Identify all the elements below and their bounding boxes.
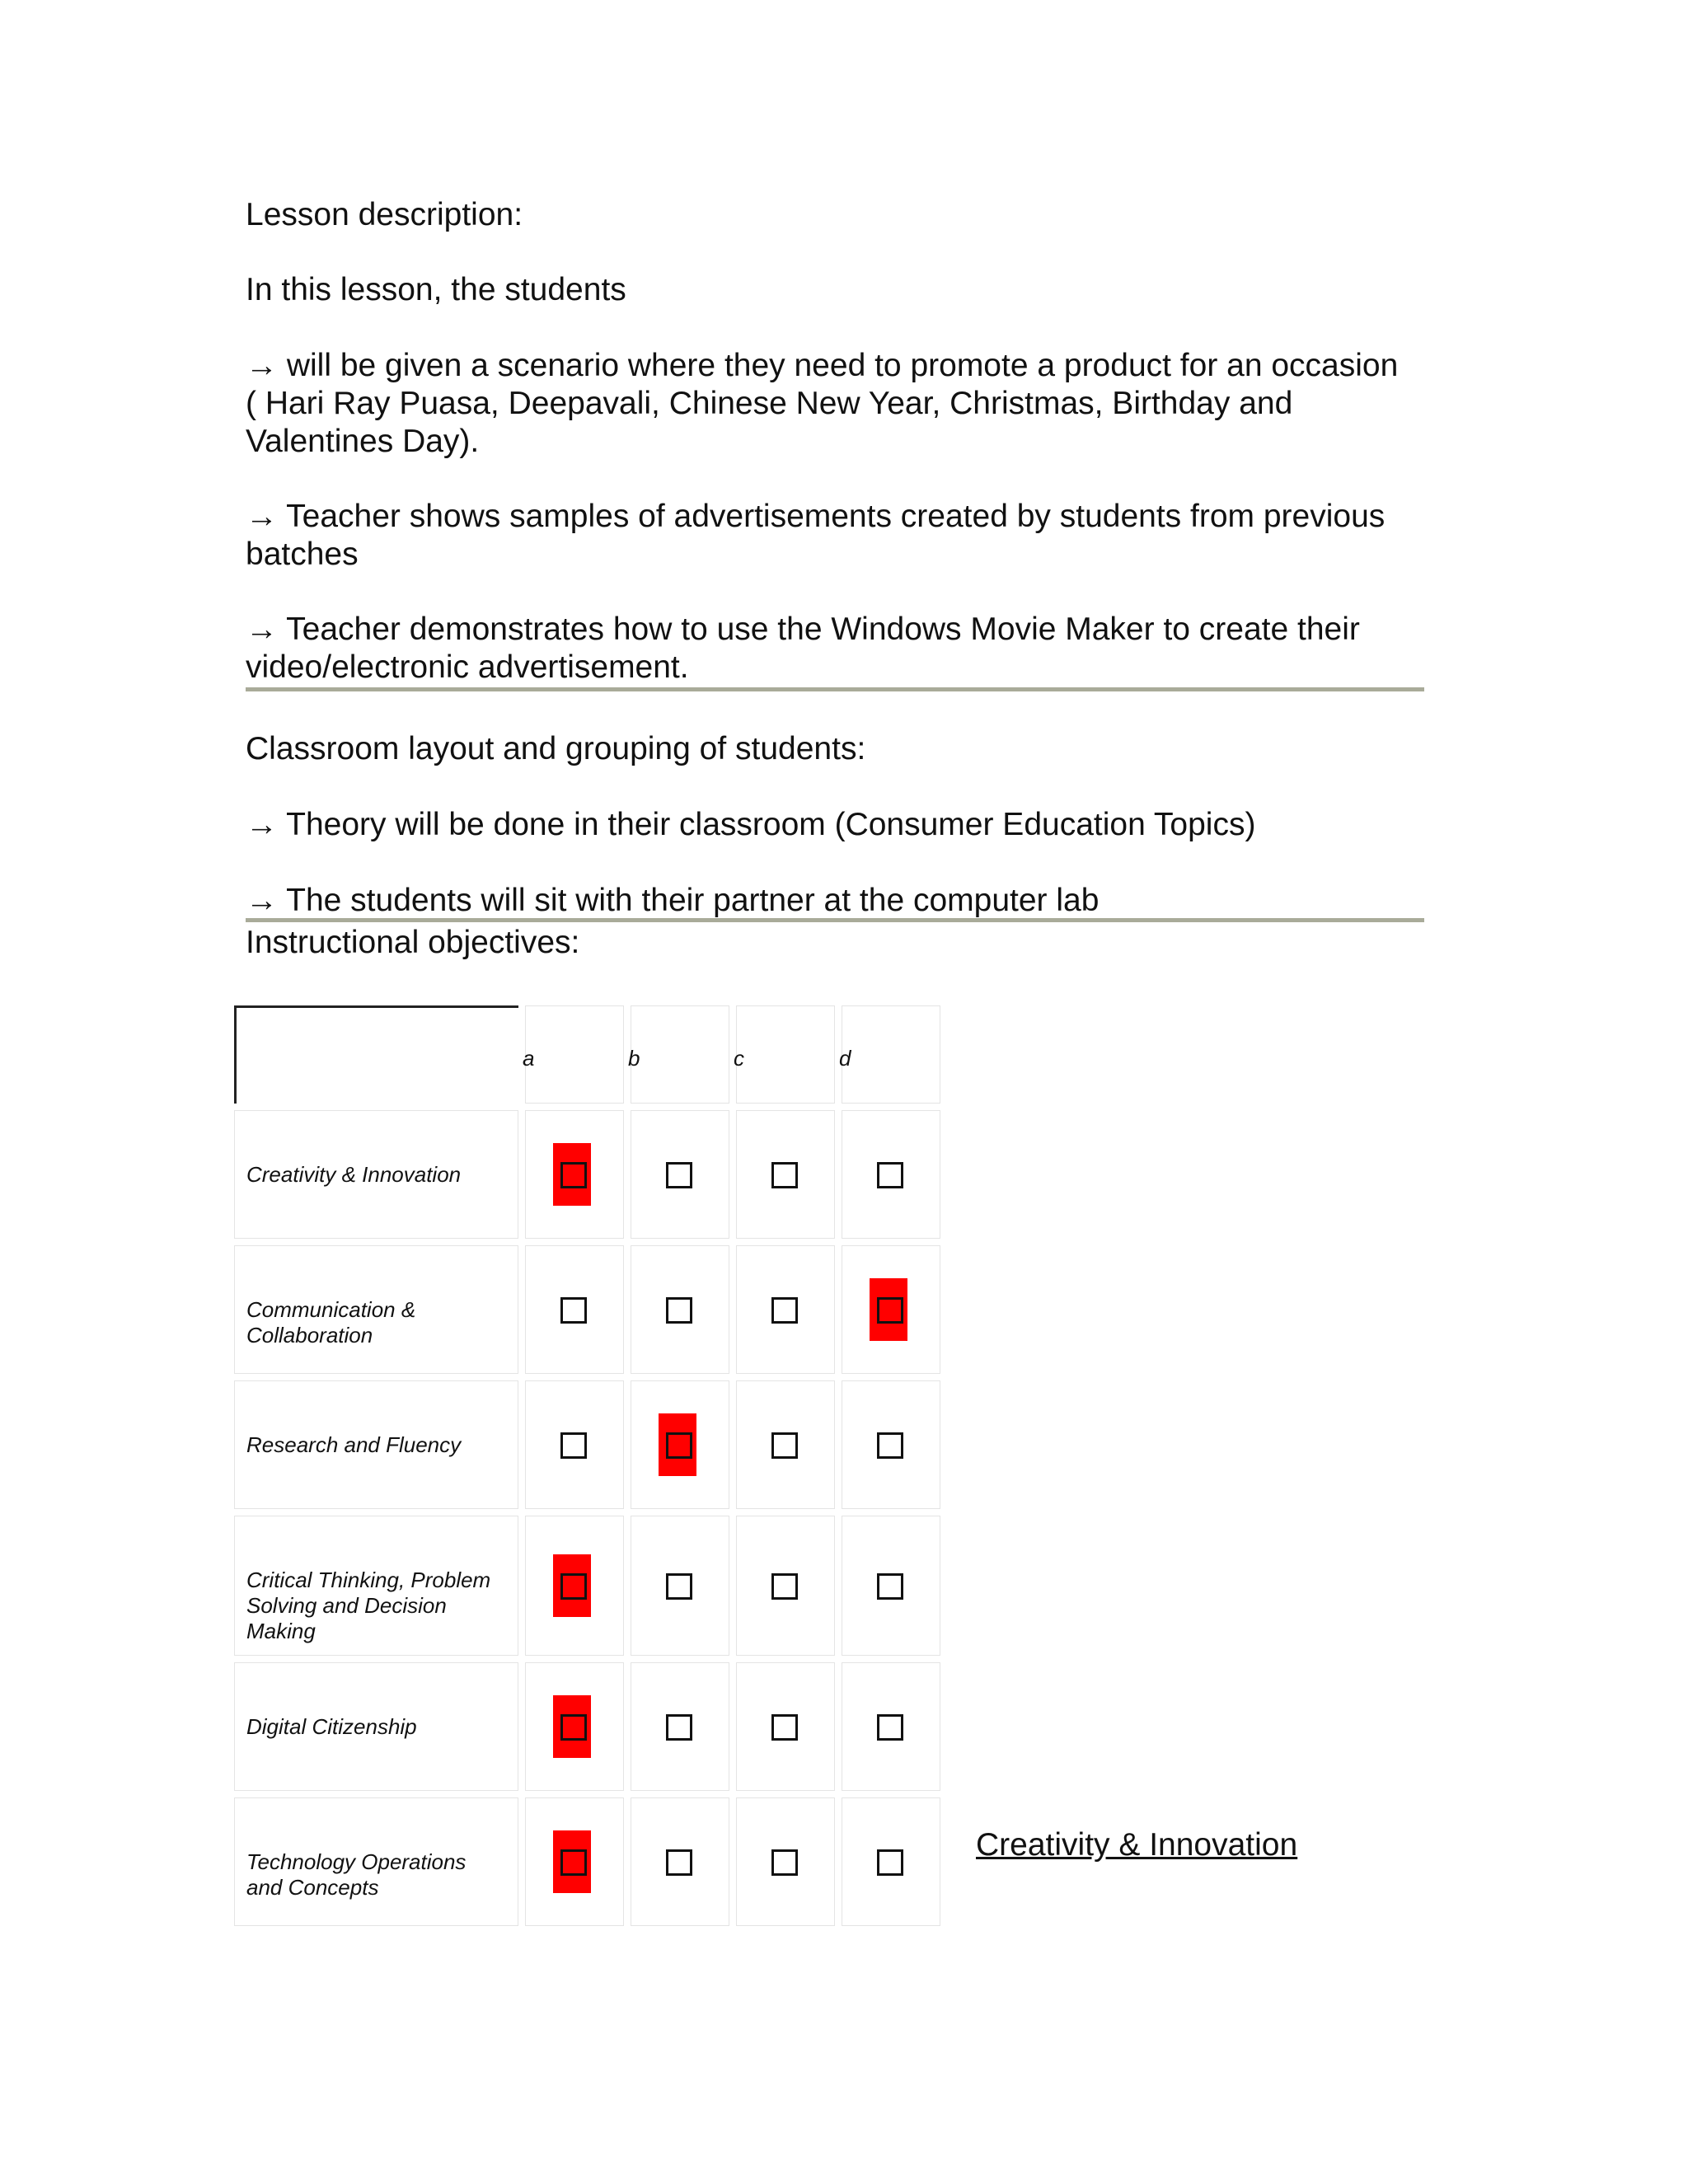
checkbox-cell-d (842, 1380, 940, 1509)
checkbox[interactable] (860, 1413, 922, 1476)
checkbox-cell-d (842, 1245, 940, 1374)
table-row (234, 1245, 940, 1374)
checkbox-cell-b (631, 1797, 729, 1926)
column-header-label: b (628, 1046, 640, 1071)
row-label: Technology Operations and Concepts (234, 1797, 518, 1926)
checkbox[interactable] (543, 1413, 606, 1476)
checkbox-square-icon (666, 1849, 692, 1876)
row-label: Digital Citizenship (234, 1662, 518, 1791)
checkbox-cell-b (631, 1245, 729, 1374)
checkbox-square-icon (771, 1297, 798, 1324)
checkbox[interactable] (860, 1695, 922, 1758)
checkbox-cell-b (631, 1662, 729, 1791)
checkbox-square-icon (771, 1573, 798, 1600)
checkbox-square-icon (877, 1573, 903, 1600)
column-header-label: d (839, 1046, 851, 1071)
column-header-c (736, 1005, 835, 1104)
checkbox[interactable] (754, 1278, 817, 1341)
checkbox-cell-c (736, 1380, 835, 1509)
checkbox[interactable] (754, 1554, 817, 1617)
checkbox-checked[interactable] (543, 1695, 606, 1758)
lesson-bullet-3-line-2: video/electronic advertisement. (246, 649, 689, 685)
checkbox-cell-c (736, 1516, 835, 1656)
checkbox-cell-d (842, 1797, 940, 1926)
column-header-label: a (523, 1046, 535, 1071)
checkbox[interactable] (754, 1143, 817, 1206)
table-row (234, 1516, 940, 1656)
checkbox-checked[interactable] (543, 1830, 606, 1893)
checkbox-cell-c (736, 1110, 835, 1239)
creativity-innovation-link[interactable]: Creativity & Innovation (976, 1827, 1298, 1863)
checkbox-cell-c (736, 1245, 835, 1374)
checkbox-cell-b (631, 1516, 729, 1656)
checkbox-square-icon (560, 1297, 587, 1324)
checkbox-square-icon (877, 1297, 903, 1324)
checkbox[interactable] (649, 1695, 711, 1758)
checkbox-checked[interactable] (543, 1143, 606, 1206)
checkbox-cell-a (525, 1380, 624, 1509)
checkbox-cell-d (842, 1110, 940, 1239)
checkbox-cell-b (631, 1110, 729, 1239)
lesson-bullet-2-line-2: batches (246, 537, 359, 572)
column-header-a (525, 1005, 624, 1104)
checkbox-cell-a (525, 1797, 624, 1926)
lesson-bullet-3-line-1: → Teacher demonstrates how to use the Windows Movie Maker to create their (246, 612, 1360, 647)
checkbox-cell-a (525, 1662, 624, 1791)
classroom-heading: Classroom layout and grouping of students: (246, 731, 866, 766)
lesson-bullet-1-line-1: → will be given a scenario where they need to promote a product for an occasion (246, 348, 1399, 383)
checkbox-square-icon (666, 1162, 692, 1188)
checkbox-cell-a (525, 1110, 624, 1239)
checkbox-cell-c (736, 1662, 835, 1791)
checkbox-checked[interactable] (649, 1413, 711, 1476)
checkbox-square-icon (666, 1573, 692, 1600)
row-label: Research and Fluency (234, 1380, 518, 1509)
table-corner-cell (234, 1005, 518, 1104)
checkbox[interactable] (649, 1830, 711, 1893)
checkbox[interactable] (649, 1278, 711, 1341)
table-row (234, 1797, 940, 1926)
checkbox-square-icon (560, 1573, 587, 1600)
checkbox-square-icon (771, 1714, 798, 1741)
checkbox[interactable] (754, 1695, 817, 1758)
classroom-bullet-1: → Theory will be done in their classroom (Consumer Education Topics) (246, 807, 1256, 842)
checkbox-square-icon (771, 1432, 798, 1459)
checkbox[interactable] (754, 1830, 817, 1893)
checkbox-square-icon (560, 1849, 587, 1876)
checkbox-square-icon (877, 1714, 903, 1741)
table-row (234, 1662, 940, 1791)
classroom-bullet-2: → The students will sit with their partner at the computer lab (246, 883, 1100, 918)
row-label: Critical Thinking, Problem Solving and Decision Making (234, 1516, 518, 1656)
lesson-bullet-1-line-2: ( Hari Ray Puasa, Deepavali, Chinese New Year, Christmas, Birthday and (246, 386, 1293, 421)
checkbox-square-icon (560, 1162, 587, 1188)
checkbox-square-icon (666, 1432, 692, 1459)
checkbox-cell-d (842, 1662, 940, 1791)
checkbox-square-icon (771, 1162, 798, 1188)
checkbox-square-icon (877, 1849, 903, 1876)
checkbox-square-icon (877, 1162, 903, 1188)
column-header-label: c (734, 1046, 744, 1071)
checkbox-checked[interactable] (860, 1278, 922, 1341)
checkbox-square-icon (877, 1432, 903, 1459)
objectives-heading: Instructional objectives: (246, 925, 580, 960)
checkbox-square-icon (666, 1297, 692, 1324)
checkbox[interactable] (649, 1554, 711, 1617)
checkbox[interactable] (860, 1830, 922, 1893)
checkbox-square-icon (560, 1714, 587, 1741)
section-divider-2 (246, 918, 1424, 922)
section-divider-1 (246, 687, 1424, 691)
lesson-bullet-2-line-1: → Teacher shows samples of advertisements created by students from previous (246, 499, 1386, 534)
checkbox[interactable] (754, 1413, 817, 1476)
table-row (234, 1110, 940, 1239)
checkbox-cell-a (525, 1516, 624, 1656)
objectives-table (227, 999, 947, 1933)
lesson-bullet-1-line-3: Valentines Day). (246, 424, 480, 459)
checkbox-cell-c (736, 1797, 835, 1926)
table-header-row (234, 1005, 940, 1104)
column-header-d (839, 1005, 940, 1104)
checkbox-square-icon (560, 1432, 587, 1459)
table-row (234, 1380, 940, 1509)
row-label: Communication & Collaboration (234, 1245, 518, 1374)
checkbox[interactable] (649, 1143, 711, 1206)
checkbox[interactable] (860, 1143, 922, 1206)
lesson-intro: In this lesson, the students (246, 272, 626, 307)
checkbox-cell-a (525, 1245, 624, 1374)
checkbox-square-icon (666, 1714, 692, 1741)
checkbox[interactable] (543, 1278, 606, 1341)
checkbox-cell-d (842, 1516, 940, 1656)
checkbox-checked[interactable] (543, 1554, 606, 1617)
checkbox-square-icon (771, 1849, 798, 1876)
lesson-heading: Lesson description: (246, 197, 523, 232)
column-header-b (628, 1005, 729, 1104)
checkbox[interactable] (860, 1554, 922, 1617)
checkbox-cell-b (631, 1380, 729, 1509)
row-label: Creativity & Innovation (234, 1110, 518, 1239)
